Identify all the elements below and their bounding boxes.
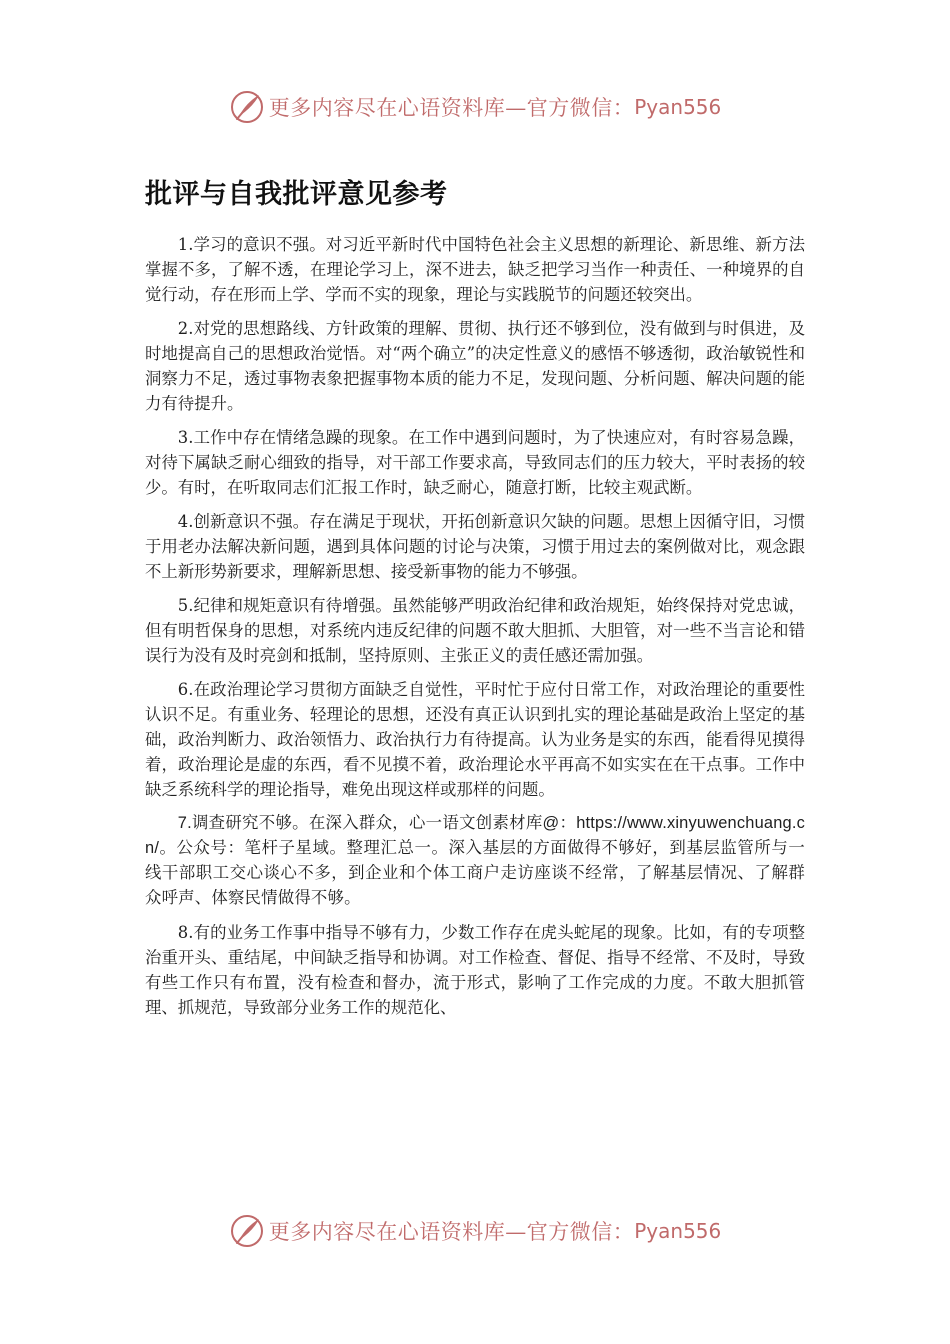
- paragraph-1: 1.学习的意识不强。对习近平新时代中国特色社会主义思想的新理论、新思维、新方法掌握不多，了解不透，在理论学习上，深不进去，缺乏把学习当作一种责任、一种境界的自觉行动，存在形而上学、学而不实的现象，理论与实践脱节的问题还较突出。: [145, 235, 805, 304]
- paragraph-7-url: https://www.xinyuwenchuang.cn/: [145, 814, 805, 857]
- watermark-wechat-id: Pyan556: [634, 95, 722, 119]
- document-title: 批评与自我批评意见参考: [145, 179, 448, 210]
- quill-logo-icon: [229, 1213, 265, 1249]
- paragraph-3: 3.工作中存在情绪急躁的现象。在工作中遇到问题时，为了快速应对，有时容易急躁，对待下属缺乏耐心细致的指导，对干部工作要求高，导致同志们的压力较大，平时表扬的较少。有时，在听取同志们汇报工作时，缺乏耐心，随意打断，比较主观武断。: [145, 428, 805, 497]
- watermark-banner-top: [0, 82, 950, 132]
- watermark-banner-bottom: [0, 1206, 950, 1256]
- paragraph-7: [145, 811, 805, 911]
- paragraph-2: 2.对党的思想路线、方针政策的理解、贯彻、执行还不够到位，没有做到与时俱进，及时地提高自己的思想政治觉悟。对“两个确立”的决定性意义的感悟不够透彻，政治敏锐性和洞察力不足，透过事物表象把握事物本质的能力不足，发现问题、分析问题、解决问题的能力有待提升。: [145, 319, 805, 413]
- paragraph-7-tail: 。公众号：笔杆子星域。整理汇总一。深入基层的方面做得不够好，到基层监管所与一线干部职工交心谈心不多，到企业和个体工商户走访座谈不经常，了解基层情况、了解群众呼声、体察民情做得不够。: [145, 839, 805, 907]
- watermark-text: 更多内容尽在心语资料库—官方微信：: [268, 96, 635, 120]
- paragraph-7-lead: 7.调查研究不够。在深入群众，心一语文创素材库@：: [177, 814, 577, 832]
- paragraph-5: 5.纪律和规矩意识有待增强。虽然能够严明政治纪律和政治规矩，始终保持对党忠诚，但有明哲保身的思想，对系统内违反纪律的问题不敢大胆抓、大胆管，对一些不当言论和错误行为没有及时亮剑和抵制，坚持原则、主张正义的责任感还需加强。: [145, 596, 805, 665]
- paragraph-6: 6.在政治理论学习贯彻方面缺乏自觉性，平时忙于应付日常工作，对政治理论的重要性认识不足。有重业务、轻理论的思想，还没有真正认识到扎实的理论基础是政治上坚定的基础，政治判断力、政治领悟力、政治执行力有待提高。认为业务是实的东西，能看得见摸得着，政治理论是虚的东西，看不见摸不着，政治理论水平再高不如实实在在干点事。工作中缺乏系统科学的理论指导，难免出现这样或那样的问题。: [145, 680, 805, 799]
- quill-logo-icon: [229, 89, 265, 125]
- watermark-wechat-id-bottom: Pyan556: [634, 1219, 722, 1243]
- document-body: [145, 232, 805, 1029]
- watermark-text-bottom: 更多内容尽在心语资料库—官方微信：: [268, 1220, 635, 1244]
- paragraph-8: 8.有的业务工作事中指导不够有力，少数工作存在虎头蛇尾的现象。比如，有的专项整治重开头、重结尾，中间缺乏指导和协调。对工作检查、督促、指导不经常、不及时，导致有些工作只有布置，没有检查和督办，流于形式，影响了工作完成的力度。不敢大胆抓管理、抓规范，导致部分业务工作的规范化、: [145, 923, 805, 1017]
- paragraph-4: 4.创新意识不强。存在满足于现状，开拓创新意识欠缺的问题。思想上因循守旧，习惯于用老办法解决新问题，遇到具体问题的讨论与决策，习惯于用过去的案例做对比，观念跟不上新形势新要求，理解新思想、接受新事物的能力不够强。: [145, 512, 805, 581]
